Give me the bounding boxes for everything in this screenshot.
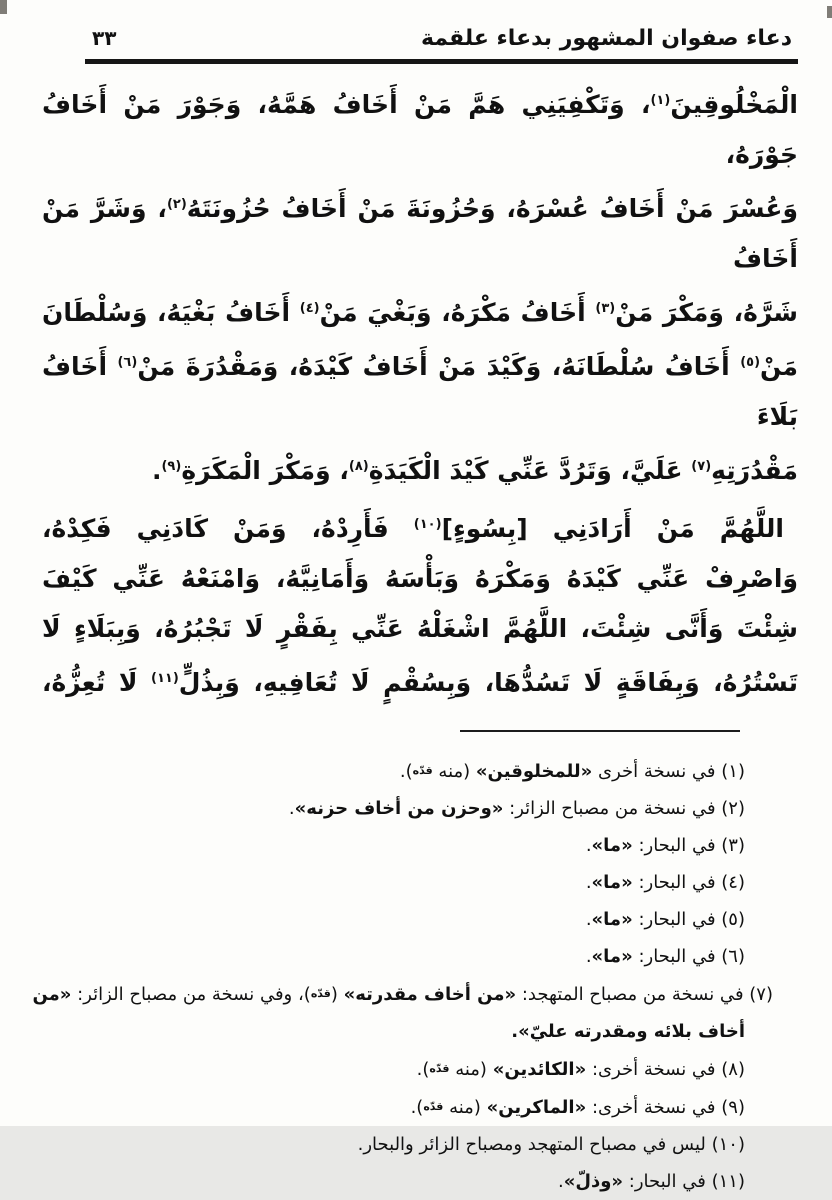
text-segment: )، وفي نسخة من مصباح الزائر: xyxy=(71,984,311,1005)
footnote-number: (٥) xyxy=(715,909,745,930)
text-segment: «من xyxy=(32,984,72,1005)
text-segment: ، وَتَكْفِيَنِي هَمَّ مَنْ أَخَافُ هَمَّهُ، وَجَوْرَ مَنْ أَخَافُ جَوْرَهُ، xyxy=(42,90,798,169)
text-segment: ، وَشَرَّ مَنْ أَخَافُ xyxy=(42,194,798,273)
text-segment: وَعُسْرَ مَنْ أَخَافُ عُسْرَهُ، وَحُزُونَةَ مَنْ أَخَافُ حُزُونَتَهُ xyxy=(186,194,798,223)
text-segment: «الكائدين» xyxy=(492,1059,587,1080)
footnote-number: (٢) xyxy=(715,798,745,819)
footnote-ref: (٧) xyxy=(691,459,712,474)
text-segment: «وذلّ» xyxy=(563,1171,624,1192)
footnote-item xyxy=(55,752,745,790)
text-segment: (منه xyxy=(443,1097,487,1118)
text-segment: الْمَخْلُوقِينَ xyxy=(670,90,798,119)
text-segment: في نسخة أخرى xyxy=(592,761,716,782)
body-line xyxy=(42,442,798,496)
body-line xyxy=(42,604,798,654)
footnote-number: (٤) xyxy=(715,872,745,893)
footnote-item xyxy=(55,790,745,827)
footnote-item xyxy=(55,1050,745,1088)
footnote-ref: (١) xyxy=(650,93,671,108)
text-segment: شَرَّهُ، وَمَكْرَ مَنْ xyxy=(615,298,798,327)
text-segment: . xyxy=(585,872,592,893)
text-segment: «من أخاف مقدرته» xyxy=(343,984,517,1005)
footnote-ref: (٥) xyxy=(740,355,761,370)
text-segment: وَاصْرِفْ عَنِّي كَيْدَهُ وَمَكْرَهُ وَبَأْسَهُ وَأَمَانِيَّهُ، وَامْنَعْهُ عَنِّي كَيْفَ xyxy=(42,564,798,593)
body-line xyxy=(42,338,798,442)
footnote-ref: (٢) xyxy=(166,197,187,212)
text-segment: مَنْ xyxy=(760,352,799,381)
text-segment: في البحار: xyxy=(632,835,716,856)
text-segment: . xyxy=(558,1171,564,1192)
footnote-item xyxy=(55,1163,745,1200)
text-segment: عَلَيَّ، وَتَرُدَّ عَنِّي كَيْدَ الْكَيَدَةِ xyxy=(368,456,692,485)
footnote-number: (٨) xyxy=(715,1059,745,1080)
text-segment: مَقْدُرَتِهِ xyxy=(711,456,798,485)
body-line xyxy=(42,654,798,708)
footnote-number: (٩) xyxy=(715,1097,745,1118)
text-segment: ). xyxy=(399,761,413,782)
text-segment: اللَّهُمَّ مَنْ أَرَادَنِي [بِسُوءٍ] xyxy=(441,514,784,543)
text-segment: «ما» xyxy=(591,946,633,967)
body-paragraph xyxy=(42,500,798,708)
text-segment: أَخَافُ مَكْرَهُ، وَبَغْيَ مَنْ xyxy=(319,298,596,327)
footnote-item xyxy=(32,975,773,1050)
footnote-number: (٧) xyxy=(743,984,773,1005)
text-segment: في نسخة أخرى: xyxy=(586,1097,716,1118)
text-segment: . xyxy=(288,798,295,819)
footnote-line xyxy=(55,1126,745,1163)
text-segment: (منه xyxy=(432,761,476,782)
body-line xyxy=(42,554,798,604)
footnote-line xyxy=(55,1163,745,1200)
body-text xyxy=(0,64,832,708)
text-segment: في البحار: xyxy=(632,946,716,967)
author-siglum: قدّه xyxy=(429,1062,450,1075)
footnote-item xyxy=(55,938,745,975)
footnote-ref: (١٠) xyxy=(413,517,442,532)
author-siglum: قدّه xyxy=(412,764,433,777)
text-segment: . xyxy=(585,835,592,856)
text-segment: أخاف بلائه ومقدرته عليّ». xyxy=(511,1021,745,1042)
footnote-line xyxy=(55,1088,745,1126)
text-segment: لَا تُعِزُّهُ، xyxy=(42,668,151,697)
chapter-title: دعاء صفوان المشهور بدعاء علقمة xyxy=(420,26,792,51)
footnote-line xyxy=(55,827,745,864)
text-segment: . xyxy=(151,456,162,485)
text-segment: (منه xyxy=(449,1059,493,1080)
text-segment: ( xyxy=(330,984,344,1005)
footnote-item xyxy=(55,864,745,901)
text-segment: «وحزن من أخاف حزنه» xyxy=(294,798,504,819)
text-segment: في نسخة أخرى: xyxy=(586,1059,716,1080)
text-segment: «ما» xyxy=(591,872,633,893)
footnote-ref: (٤) xyxy=(299,301,320,316)
footnote-ref: (٣) xyxy=(595,301,616,316)
footnotes-list xyxy=(0,732,832,1200)
footnote-item xyxy=(55,1126,745,1163)
footnote-line xyxy=(55,864,745,901)
footnote-number: (٦) xyxy=(715,946,745,967)
footnote-line xyxy=(32,975,773,1013)
footnote-line xyxy=(55,790,745,827)
footnote-line xyxy=(55,938,745,975)
footnote-item xyxy=(55,901,745,938)
footnote-item xyxy=(55,1088,745,1126)
text-segment: في البحار: xyxy=(632,909,716,930)
footnote-item xyxy=(55,827,745,864)
author-siglum: قدّه xyxy=(423,1100,444,1113)
body-line xyxy=(42,180,798,284)
text-segment: تَسْتُرُهُ، وَبِفَاقَةٍ لَا تَسُدُّهَا، وَبِسُقْمٍ لَا تُعَافِيهِ، وَبِذُلٍّ xyxy=(178,668,798,697)
text-segment: في البحار: xyxy=(623,1171,706,1192)
footnote-number: (١) xyxy=(715,761,745,782)
text-segment: . xyxy=(585,946,592,967)
footnote-line xyxy=(55,901,745,938)
footnote-ref: (٨) xyxy=(348,459,369,474)
text-segment: «ما» xyxy=(591,909,633,930)
footnote-ref: (١١) xyxy=(150,671,179,686)
footnote-line xyxy=(55,1013,745,1050)
text-segment: ، وَمَكْرَ الْمَكَرَةِ xyxy=(181,456,349,485)
text-segment: في البحار: xyxy=(632,872,716,893)
text-segment: «ما» xyxy=(591,835,633,856)
text-segment: ليس في مصباح المتهجد ومصباح الزائر والبحار. xyxy=(357,1134,706,1155)
scan-smudge-right xyxy=(827,6,832,18)
text-segment: «للمخلوقين» xyxy=(475,761,593,782)
body-line xyxy=(42,76,798,180)
footnote-number: (١٠) xyxy=(705,1134,745,1155)
text-segment: أَخَافُ سُلْطَانَهُ، وَكَيْدَ مَنْ أَخَافُ كَيْدَهُ، وَمَقْدُرَةَ مَنْ xyxy=(137,352,741,381)
body-paragraph xyxy=(42,76,798,496)
body-line xyxy=(42,500,798,554)
footnote-number: (١١) xyxy=(705,1171,745,1192)
text-segment: في نسخة من مصباح الزائر: xyxy=(503,798,716,819)
footnote-line xyxy=(55,752,745,790)
footnote-ref: (٦) xyxy=(117,355,138,370)
footnote-line xyxy=(55,1050,745,1088)
text-segment: فَأَرِدْهُ، وَمَنْ كَادَنِي فَكِدْهُ، xyxy=(42,514,414,543)
text-segment: في نسخة من مصباح المتهجد: xyxy=(516,984,744,1005)
text-segment: ). xyxy=(416,1059,430,1080)
text-segment: أَخَافُ بَغْيَهُ، وَسُلْطَانَ xyxy=(42,298,300,327)
author-siglum: قدّه xyxy=(310,987,331,1000)
text-segment: أَخَافُ بَلَاءَ xyxy=(42,352,798,431)
text-segment: «الماكرين» xyxy=(486,1097,587,1118)
text-segment: شِئْتَ وَأَنَّى شِئْتَ، اللَّهُمَّ اشْغَلْهُ عَنِّي بِفَقْرٍ لَا تَجْبُرُهُ، وَبِبَلَاءٍ لَا xyxy=(42,614,798,643)
text-segment: ). xyxy=(410,1097,424,1118)
body-line xyxy=(42,284,798,338)
footnote-ref: (٩) xyxy=(161,459,182,474)
footnote-number: (٣) xyxy=(715,835,745,856)
text-segment: . xyxy=(585,909,592,930)
page-number: ٣٣ xyxy=(92,26,117,50)
scan-smudge-left xyxy=(0,0,7,14)
running-head xyxy=(0,0,832,51)
